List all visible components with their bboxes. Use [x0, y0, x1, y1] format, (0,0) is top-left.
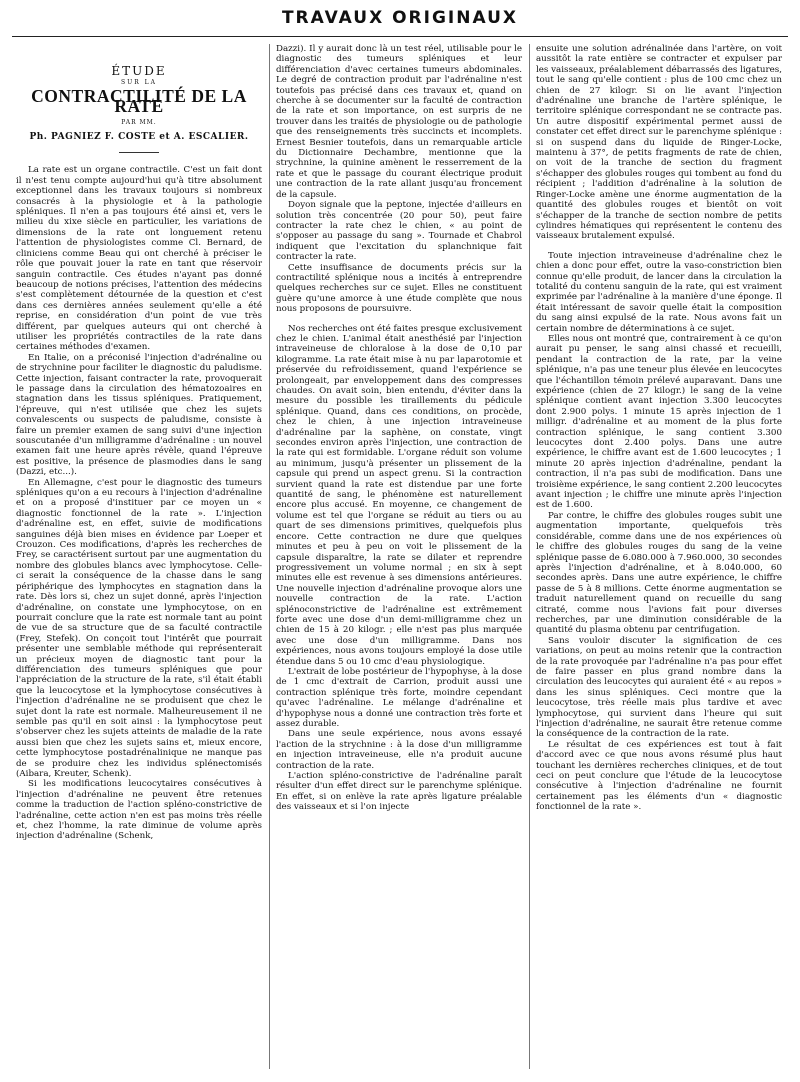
article-heading [16, 66, 262, 153]
paragraph: Doyon signale que la peptone, injectée d'ailleurs en solution très concentrée (20 pour 50), peut faire contracter la rate chez le chien, « au point de s'opposer au passage du sang ». Tournade et Chabrol indiquent que l'excitation du splanchnique fait contracter la rate. [276, 200, 522, 263]
column-divider [269, 44, 270, 1069]
paragraph: L'action spléno-constrictive de l'adrénaline paraît résulter d'un effet direct sur le parenchyme splénique. En effet, si on enlève la rate après ligature préalable des vaisseaux et si l'on injecte [276, 771, 522, 813]
paragraph: ensuite une solution adrénalinée dans l'artère, on voit aussitôt la rate entière se contracter et expulser par les vaisseaux, préalablement débarrassés des ligatures, tout le sang qu'elle contient : plus de 100 cmc chez un chien de 27 kilogr. Si on lie avant l'injection d'adrénaline une branche de l'artère splénique, le territoire splénique correspondant ne se contracte pas. Un autre dispositif expérimental permet aussi de constater cet effet direct sur le parenchyme splénique : si on suspend dans du liquide de Ringer-Locke, maintenu à 37°, de petits fragments de rate de chien, on voit de la tranche de section du fragment s'échapper des globules rouges qui tombent au fond du récipient ; l'addition d'adrénaline à la solution de Ringer-Locke amène une énorme augmentation de la quantité des globules rouges et bientôt on voit s'échapper de la tranche de section nombre de petits cylindres hématiques qui représentent le contenu des vaisseaux brutalement expulsé. [536, 44, 782, 242]
section-title: TRAVAUX ORIGINAUX [281, 8, 519, 28]
paragraph: En Allemagne, c'est pour le diagnostic des tumeurs spléniques qu'on a eu recours à l'injection d'adrénaline et on a proposé d'instituer par ce moyen un « diagnostic fonctionnel de la rate ». L'injection d'adrénaline est, en effet, suivie de modifications sanguines déjà bien mises en évidence par Loeper et Crouzon. Ces modifications, d'après les recherches de Frey, se caractérisent surtout par une augmentation du nombre des globules blancs avec lymphocytose. Celle-ci serait la conséquence de la chasse dans le sang périphérique des lymphocytes en stagnation dans la rate. Dès lors si, chez un sujet donné, après l'injection d'adrénaline, on constate une lymphocytose, on en pourrait conclure que la rate est normale tant au point de vue de sa structure que de sa faculté contractile (Frey, Stefek). On conçoit tout l'intérêt que pourrait présenter une semblable méthode qui représenterait un précieux moyen de diagnostic tant pour la différenciation des tumeurs spléniques que pour l'appréciation de la structure de la rate, s'il était établi que la leucocytose et la lymphocytose consécutives à l'injection d'adrénaline ne se produisent que chez le sujet dont la rate est normale. Malheureusement il ne semble pas qu'il en soit ainsi : la lymphocytose peut s'observer chez les sujets atteints de maladie de la rate aussi bien que chez les sujets sains et, mieux encore, cette lymphocytose postadrénalinique ne manque pas de se produire chez les individus splénectomisés (Aibara, Kreuter, Schenk). [16, 477, 262, 779]
byline-prefix: PAR MM. [121, 118, 157, 126]
paragraph: Sans vouloir discuter la signification de ces variations, on peut au moins retenir que la contraction de la rate provoquée par l'adrénaline n'a pas pour effet de faire passer en plus grand nombre dans la circulation des leucocytes qui auraient été « au repos » dans les sinus spléniques. Ceci montre que la leucocytose, très réelle mais plus tardive et avec lymphocytose, qui survient dans l'heure qui suit l'injection d'adrénaline, ne saurait être retenue comme la conséquence de la contraction de la rate. [536, 635, 782, 740]
header-rule [12, 36, 788, 37]
article-kicker-sub: SUR LA [121, 79, 157, 87]
paragraph: En Italie, on a préconisé l'injection d'adrénaline ou de strychnine pour faciliter le diagnostic du paludisme. Cette injection, faisant contracter la rate, provoquerait le passage dans la circulation des hématozoaires en stagnation dans les tissus spléniques. Pratiquement, l'épreuve, qui n'est utilisée que chez les sujets convalescents ou suspects de paludisme, consiste à faire un premier examen de sang suivi d'une injection souscutanée d'un milligramme d'adrénaline : un nouvel examen fait une heure après révèle, quand l'épreuve est positive, la présence de plasmodies dans le sang (Dazzi, etc...). [16, 352, 262, 478]
column-1 [16, 44, 262, 842]
paragraph: Si les modifications leucocytaires consécutives à l'injection d'adrénaline ne peuvent être retenues comme la traduction de l'action spléno-constrictive de l'adrénaline, cette action n'en est pas moins très réelle et, chez l'homme, la rate diminue de volume après injection d'adrénaline (Schenk, [16, 779, 262, 842]
article-kicker: ÉTUDE [111, 64, 167, 78]
column-2 [276, 44, 522, 813]
paragraph: Par contre, le chiffre des globules rouges subit une augmentation importante, quelquefois très considérable, comme dans une de nos expériences où le chiffre des globules rouges du sang de la veine splénique passe de 6.080.000 à 7.960.000, 30 secondes après l'injection d'adrénaline, et à 8.040.000, 60 secondes après. Dans une autre expérience, le chiffre passe de 5 à 8 millions. Cette énorme augmentation se traduit naturellement quand on recueille du sang citraté, comme nous l'avions fait pour diverses recherches, par une diminution considérable de la quantité du plasma obtenu par centrifugation. [536, 510, 782, 636]
heading-rule [119, 152, 159, 153]
article-authors: Ph. PAGNIEZ F. COSTE et A. ESCALIER. [29, 132, 249, 143]
paragraph: Elles nous ont montré que, contrairement à ce qu'on aurait pu penser, le sang ainsi chassé et recueilli, pendant la contraction de la rate, par la veine splénique, n'a pas une teneur plus élevée en leucocytes que l'échantillon témoin prélevé auparavant. Dans une expérience (chien de 27 kilogr.) le sang de la veine splénique contient avant injection 3.300 leucocytes dont 2.900 polys. 1 minute 15 après injection de 1 milligr. d'adrénaline et au moment de la plus forte contraction splénique, le sang contient 3.300 leucocytes dont 2.400 polys. Dans une autre expérience, le chiffre avant est de 1.600 leucocytes ; 1 minute 20 après injection d'adrénaline, pendant la contraction, il n'a pas subi de modification. Dans une troisième expérience, le sang contient 2.200 leucocytes avant injection ; le chiffre une minute après l'injection est de 1.600. [536, 333, 782, 511]
paragraph: Dazzi). Il y aurait donc là un test réel, utilisable pour le diagnostic des tumeurs spléniques et leur différenciation d'avec certaines tumeurs abdominales. Le degré de contraction produit par l'adrénaline n'est toutefois pas précisé dans ces travaux et, quand on cherche à se documenter sur la faculté de contraction de la rate et son importance, on est surpris de ne trouver dans les traités de physiologie ou de pathologie que des renseignements très succincts et incomplets. Ernest Besnier toutefois, dans un remarquable article du Dictionnaire Dechambre, mentionne que la strychnine, la quinine amènent le resserrement de la rate et que le passage du courant électrique produit une contraction de la rate allant jusqu'au froncement de la capsule. [276, 44, 522, 200]
page-header [0, 8, 800, 28]
paragraph: La rate est un organe contractile. C'est un fait dont il n'est tenu compte aujourd'hui qu'à titre absolument exceptionnel dans les travaux toujours si nombreux consacrés à la physiologie et à la pathologie spléniques. Il n'en a pas toujours été ainsi et, vers le milieu du xixe siècle en particulier, les variations de dimensions de la rate ont longuement retenu l'attention de physiologistes comme Cl. Bernard, de cliniciens comme Beau qui ont cherché à préciser le rôle que pouvait jouer la rate en tant que réservoir sanguin contractile. Ces études n'ayant pas donné beaucoup de notions précises, l'attention des médecins s'est complètement détournée de la question et c'est dans ces dernières années seulement qu'elle a été reprise, en considération d'un point de vue très différent, par quelques auteurs qui ont cherché à utiliser les propriétés contractiles de la rate dans certaines méthodes d'examen. [16, 165, 262, 353]
paragraph: Cette insuffisance de documents précis sur la contractilité splénique nous a incités à entreprendre quelques recherches sur ce sujet. Elles ne constituent guère qu'une amorce à une étude complète que nous nous proposons de poursuivre. [276, 262, 522, 315]
column-divider [529, 44, 530, 1069]
paragraph: Toute injection intraveineuse d'adrénaline chez le chien a donc pour effet, outre la vaso-constriction bien connue qu'elle produit, de lancer dans la circulation la totalité du contenu sanguin de la rate, qui est vraiment exprimée par l'adrénaline à la manière d'une éponge. Il était intéressant de savoir quelle était la composition du sang ainsi expulsé de la rate. Nous avons fait un certain nombre de déterminations à ce sujet. [536, 250, 782, 334]
paragraph: L'extrait de lobe postérieur de l'hypophyse, à la dose de 1 cmc d'extrait de Carrion, produit aussi une contraction splénique très forte, moindre cependant qu'avec l'adrénaline. Le mélange d'adrénaline et d'hypophyse nous a donné une contraction très forte et assez durable. [276, 666, 522, 729]
paragraph: Dans une seule expérience, nous avons essayé l'action de la strychnine : à la dose d'un milligramme en injection intraveineuse, elle n'a produit aucune contraction de la rate. [276, 729, 522, 771]
paragraph: Le résultat de ces expériences est tout à fait d'accord avec ce que nous avons résumé plus haut touchant les dernières recherches cliniques, et de tout ceci on peut conclure que l'étude de la leucocytose consécutive à l'injection d'adrénaline ne fournit certainement pas les éléments d'un « diagnostic fonctionnel de la rate ». [536, 739, 782, 813]
paragraph: Nos recherches ont été faites presque exclusivement chez le chien. L'animal était anesthésié par l'injection intraveineuse de chloralose à la dose de 0,10 par kilogramme. La rate était mise à nu par laparotomie et préservée du refroidissement, quand l'expérience se prolongeait, par enveloppement dans des compresses chaudes. On avait soin, bien entendu, d'éviter dans la mesure du possible les tiraillements du pédicule splénique. Quand, dans ces conditions, on procède, chez le chien, à une injection intraveineuse d'adrénaline par la saphène, on constate, vingt secondes environ après l'injection, une contraction de la rate qui est formidable. L'organe réduit son volume au minimum, jusqu'à présenter un plissement de la capsule qui prend un aspect grenu. Si la contraction survient quand la rate est distendue par une forte quantité de sang, le phénomène est naturellement encore plus accusé. En moyenne, ce changement de volume est tel que l'organe se réduit au tiers ou au quart de ses dimensions primitives, quelquefois plus encore. Cette contraction ne dure que quelques minutes et peu à peu on voit le plissement de la capsule disparaître, la rate se dilater et reprendre progressivement un volume normal ; en six à sept minutes elle est revenue à ses dimensions antérieures. Une nouvelle injection d'adrénaline provoque alors une nouvelle contraction de la rate. L'action splénoconstrictive de l'adrénaline est extrêmement forte avec une dose d'un demi-milligramme chez un chien de 15 à 20 kilogr. ; elle n'est pas plus marquée avec une dose d'un milligramme. Dans nos expériences, nous avons toujours employé la dose utile étendue dans 5 ou 10 cmc d'eau physiologique. [276, 323, 522, 667]
column-3 [536, 44, 782, 813]
article-title: CONTRACTILITÉ DE LA RATE [31, 85, 247, 117]
